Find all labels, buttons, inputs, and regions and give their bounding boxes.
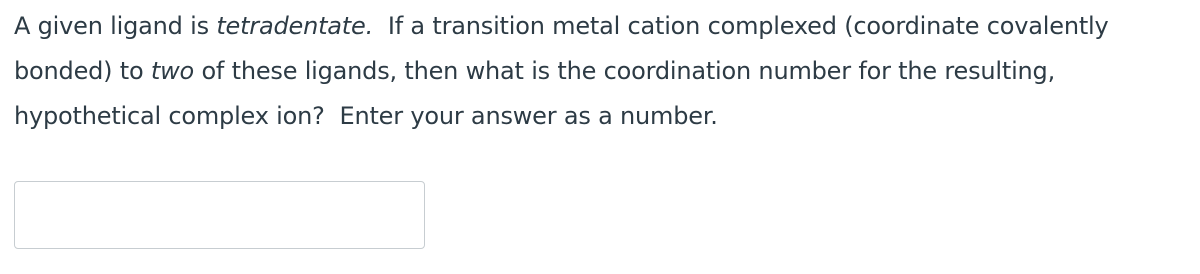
answer-input[interactable] xyxy=(14,181,425,249)
question-text-part-5: of these ligands, then what is the coordination number for the resulting, hypothetical complex ion? Enter your answer as a number. xyxy=(14,57,1063,130)
question-text xyxy=(14,4,1194,139)
question-emphasis-two: two xyxy=(150,57,195,85)
question-text-part-3: If a transition metal cation complexed (coordinate covalently bonded) to xyxy=(14,12,1116,85)
question-emphasis-tetradentate: tetradentate. xyxy=(216,12,374,40)
question-text-part-1: A given ligand is xyxy=(14,12,217,40)
